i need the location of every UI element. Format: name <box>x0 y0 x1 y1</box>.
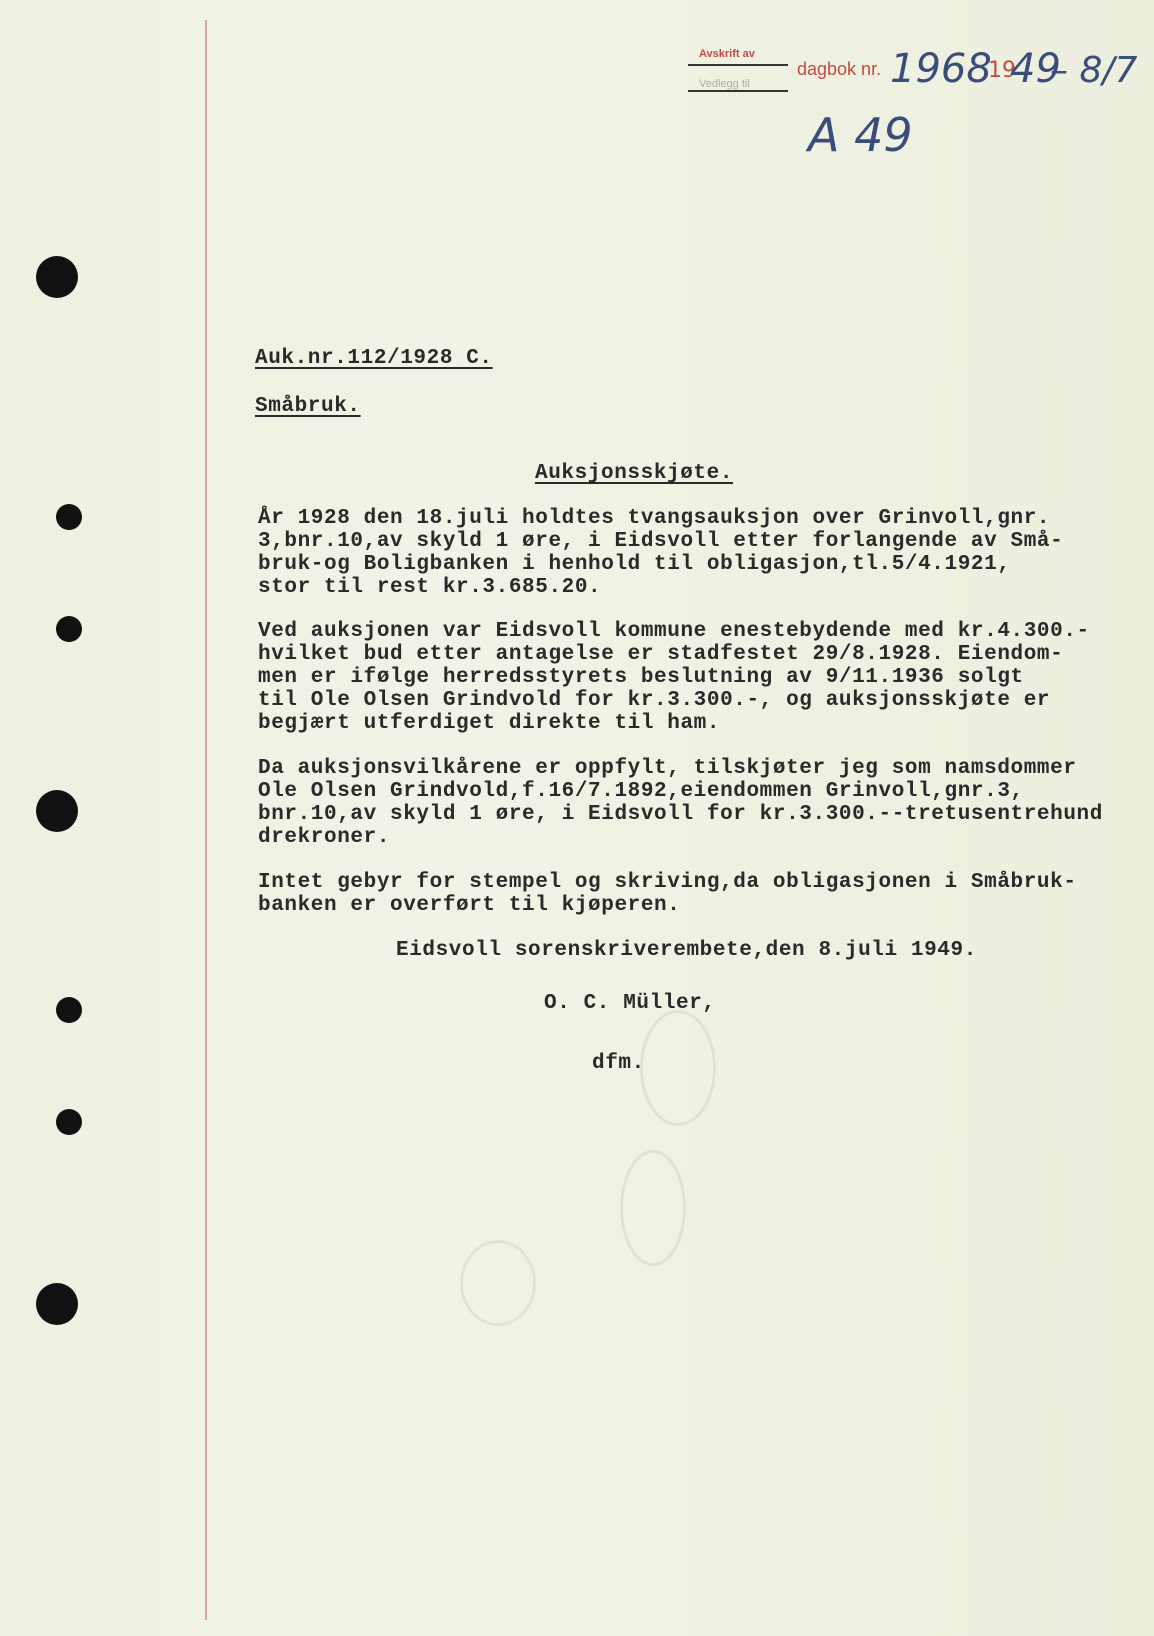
stamp-rule <box>688 64 788 66</box>
punch-hole <box>36 790 78 832</box>
archive-code: A 49 <box>808 108 913 162</box>
punch-hole <box>36 256 78 298</box>
paragraph-line: begjært utferdiget direkte til ham. <box>258 712 721 735</box>
paragraph-line: Ole Olsen Grindvold,f.16/7.1892,eiendommen Grinvoll,gnr.3, <box>258 780 1024 803</box>
paragraph-line: til Ole Olsen Grindvold for kr.3.300.-, og auksjonsskjøte er <box>258 689 1051 712</box>
paragraph-line: 3,bnr.10,av skyld 1 øre, i Eidsvoll etter forlangende av Små- <box>258 530 1064 553</box>
dagbok-number: 1968 <box>890 46 992 92</box>
signature: O. C. Müller, <box>544 992 716 1015</box>
paragraph-line: bruk-og Boligbanken i henhold til obligasjon,tl.5/4.1921, <box>258 553 1011 576</box>
paragraph-line: men er ifølge herredsstyrets beslutning av 9/11.1936 solgt <box>258 666 1024 689</box>
paragraph-line: Da auksjonsvilkårene er oppfylt, tilskjøter jeg som namsdommer <box>258 757 1077 780</box>
paragraph-line: drekroner. <box>258 826 391 849</box>
punch-hole <box>56 504 82 530</box>
document-title: Auksjonsskjøte. <box>535 462 734 485</box>
show-through-mark <box>620 1150 686 1266</box>
date-note: – 8/7 <box>1050 50 1138 91</box>
case-number: Auk.nr.112/1928 C. <box>255 347 493 370</box>
show-through-mark <box>640 1010 716 1126</box>
punch-hole <box>56 997 82 1023</box>
year-suffix: 49 <box>1010 46 1061 92</box>
paragraph-line: banken er overført til kjøperen. <box>258 894 681 917</box>
year-prefix: 19 <box>988 58 1016 83</box>
dagbok-label: dagbok nr. <box>797 59 882 79</box>
paragraph-line: Intet gebyr for stempel og skriving,da obligasjonen i Småbruk- <box>258 871 1077 894</box>
paragraph-line: hvilket bud etter antagelse er stadfestet 29/8.1928. Eiendom- <box>258 643 1064 666</box>
stamp-line-2: Vedlegg til <box>699 78 750 90</box>
place-date: Eidsvoll sorenskriverembete,den 8.juli 1949. <box>396 939 977 962</box>
paragraph-line: År 1928 den 18.juli holdtes tvangsauksjon over Grinvoll,gnr. <box>258 507 1051 530</box>
signature-suffix: dfm. <box>592 1052 645 1075</box>
category: Småbruk. <box>255 395 361 418</box>
show-through-mark <box>460 1240 536 1326</box>
punch-hole <box>56 1109 82 1135</box>
punch-hole <box>56 616 82 642</box>
stamp-rule <box>688 90 788 92</box>
paragraph-line: Ved auksjonen var Eidsvoll kommune enestebydende med kr.4.300.- <box>258 620 1090 643</box>
paragraph-line: stor til rest kr.3.685.20. <box>258 576 602 599</box>
paragraph-line: bnr.10,av skyld 1 øre, i Eidsvoll for kr.3.300.--tretusentrehund <box>258 803 1103 826</box>
stamp-line-1: Avskrift av <box>699 48 755 60</box>
punch-hole <box>36 1283 78 1325</box>
margin-rule <box>205 20 207 1620</box>
